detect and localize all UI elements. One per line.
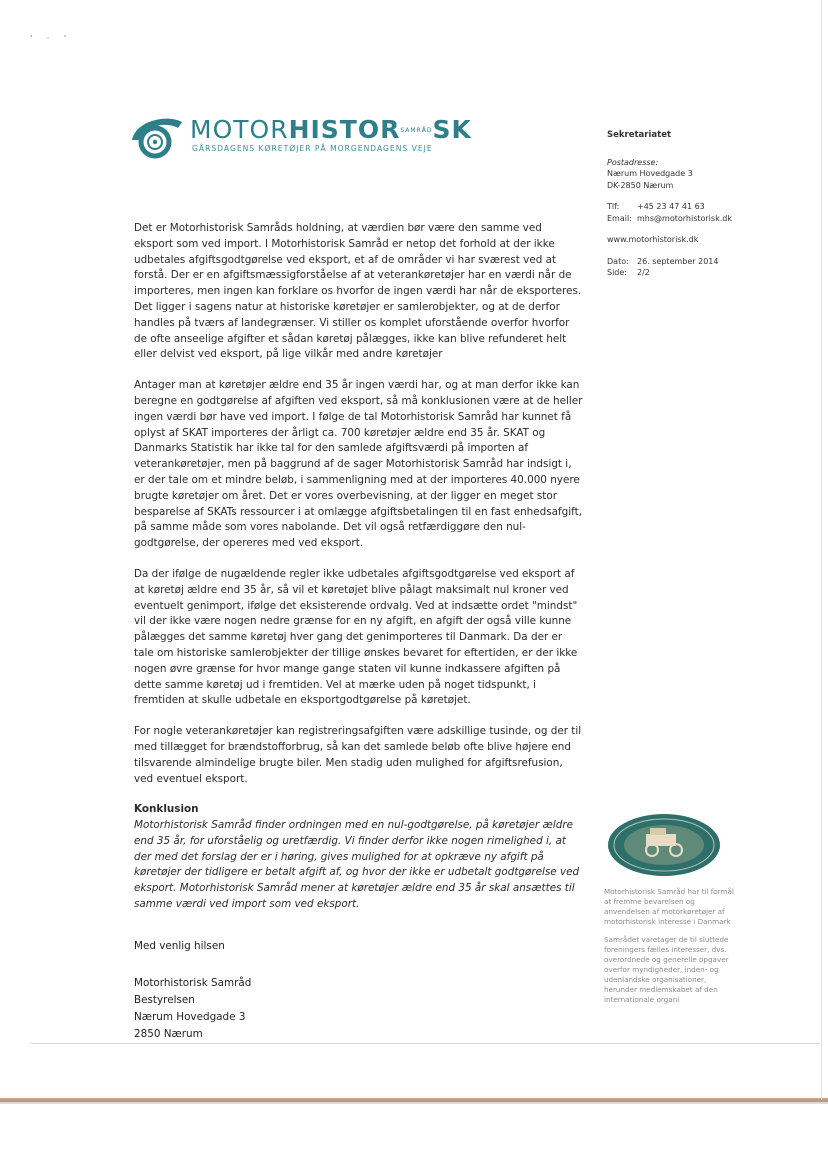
wheel-logo-icon <box>128 114 184 162</box>
signature-street: Nærum Hovedgade 3 <box>134 1011 246 1023</box>
signature-city: 2850 Nærum <box>134 1028 203 1040</box>
phone-row: Tlf: +45 23 47 41 63 <box>607 202 705 211</box>
logo-wordmark: MOTORHISTORSAMRÅDSK <box>190 115 472 144</box>
date-row: Dato: 26. september 2014 <box>607 256 719 266</box>
email-row: Email: mhs@motorhistorisk.dk <box>607 213 732 223</box>
paragraph-4: For nogle veterankøretøjer kan registreringsafgiften være adskillige tusinde, og der til med tillægget for brændstofforbrug, så kan det samlede beløb ofte blive højere end tilsvarende almindelige brugte biler. Men stadig uden mulighed for afgiftsrefusion, ved eventuel eksport. <box>134 725 582 785</box>
note-paragraph-1: Motorhistorisk Samråd har til formål at fremme bevarelsen og anvendelsen af motorkøretøjer af motorhistorisk interesse i Danmark <box>604 887 734 926</box>
signature-dept: Bestyrelsen <box>134 994 195 1006</box>
paragraph-1: Det er Motorhistorisk Samråds holdning, at værdien bør være den samme ved eksport som ved import. I Motorhistorisk Samråd er netop det forhold at der ikke udbetales afgiftsgodtgørelse ved eksport, et af de områder vi har sværest ved at forstå. Der er en afgiftsmæssigforståelse af at veterankøretøjer har en værdi når de importeres, men ingen kan forklare os hvorfor de ingen værdi har når de eksporteres. Det ligger i sagens natur at historiske køretøjer er samlerobjekter, og at de derfor handles på tværs af landegrænser. Vi stiller os komplet uforstående overfor hvorfor de ofte anseelige afgifter et sådan køretøj pålægges, ikke kan blive refunderet helt eller delvist ved eksport, på lige vilkår med andre køretøjer <box>134 222 582 361</box>
logo <box>128 108 472 168</box>
note-paragraph-2: Samrådet varetager de til sluttede foreningers fælles interesser, dvs. overordnede og generelle opgaver overfor myndigheder, inden- og udenlandske organisationer, herunder medlemskabet af den internationale organi <box>604 935 729 1004</box>
page-edge-shadow <box>0 1102 828 1104</box>
vintage-car-seal-icon <box>606 812 722 878</box>
conclusion-heading: Konklusion <box>134 803 199 816</box>
letter-body <box>134 221 584 913</box>
closing-block <box>134 938 251 1043</box>
address-label: Postadresse: <box>607 157 659 167</box>
signature-org: Motorhistorisk Samråd <box>134 977 252 989</box>
organisation-note <box>604 887 734 1013</box>
paragraph-3: Da der ifølge de nugældende regler ikke udbetales afgiftsgodtgørelse ved eksport af at køretøj ældre end 35 år, så vil et køretøjet blive pålagt maksimalt nul kroner ved eventuelt genimport, ifølge det eksisterende ordvalg. Ved at indsætte ordet "mindst" vil der ikke være nogen nedre grænse for en ny afgift, en afgift der også ville kunne pålægges det samme køretøj hver gang det genimporteres til Danmark. Da der er tale om historiske samlerobjekter der tillige ønskes bevaret for eftertiden, er der ikke nogen øvre grænse for hvor mange gange staten vil kunne indkassere afgiften på dette samme køretøj ud i fremtiden. Vel at mærke uden på noget tidspunkt, i fremtiden at skulle udbetale en eksportgodtgørelse på køretøjet. <box>134 567 578 707</box>
paragraph-2: Antager man at køretøjer ældre end 35 år ingen værdi har, og at man derfor ikke kan beregne en godtgørelse af afgiften ved eksport, så må konklusionen være at de heller ingen værdi bør have ved import. I følge de tal Motorhistorisk Samråd har kunnet få oplyst af SKAT importeres der årligt ca. 700 køretøjer ældre end 35 år. SKAT og Danmarks Statistik har ikke tal for den samlede afgiftsværdi på importen af veterankøretøjer, men på baggrund af de sager Motorhistorisk Samråd har indsigt i, er der tale om et mindre beløb, i sammenligning med at der importeres 40.000 nyere brugte køretøjer om året. Det er vores overbevisning, at der ligger en meget stor besparelse af SKATs ressourcer i at omlægge afgiftsbetalingen til en fast enhedsafgift, på samme måde som vores nabolande. Det vil også retfærdiggøre den nul-godtgørelse, der opereres med ved eksport. <box>134 379 583 550</box>
website: www.motorhistorisk.dk <box>607 235 699 244</box>
greeting: Med venlig hilsen <box>134 940 225 952</box>
sender-info <box>607 130 787 279</box>
page-row: Side: 2/2 <box>607 268 650 277</box>
conclusion-text: Motorhistorisk Samråd finder ordningen med en nul-godtgørelse, på køretøjer ældre end 35 år, for uforståelig og uretfærdig. Vi finder derfor ikke nogen rimelighed i, at der med det forslag der er i høring, gives mulighed for at opkræve ny afgift på køretøjer der tidligere er betalt afgift af, og hvor der ikke er udbetalt godtgørelse ved eksport. Motorhistorisk Samråd mener at køretøjer ældre end 35 år skal ansættes til samme værdi ved import som ved eksport. <box>134 819 580 911</box>
scan-marks: ' · ' <box>30 34 73 43</box>
sidebar-title: Sekretariatet <box>607 130 672 140</box>
address-line2: DK-2850 Nærum <box>607 180 674 190</box>
address-line1: Nærum Hovedgade 3 <box>607 169 693 178</box>
logo-tagline: GÅRSDAGENS KØRETØJER PÅ MORGENDAGENS VEJE <box>192 144 433 153</box>
footer-divider <box>30 1043 820 1044</box>
scan-edge <box>821 0 822 1100</box>
